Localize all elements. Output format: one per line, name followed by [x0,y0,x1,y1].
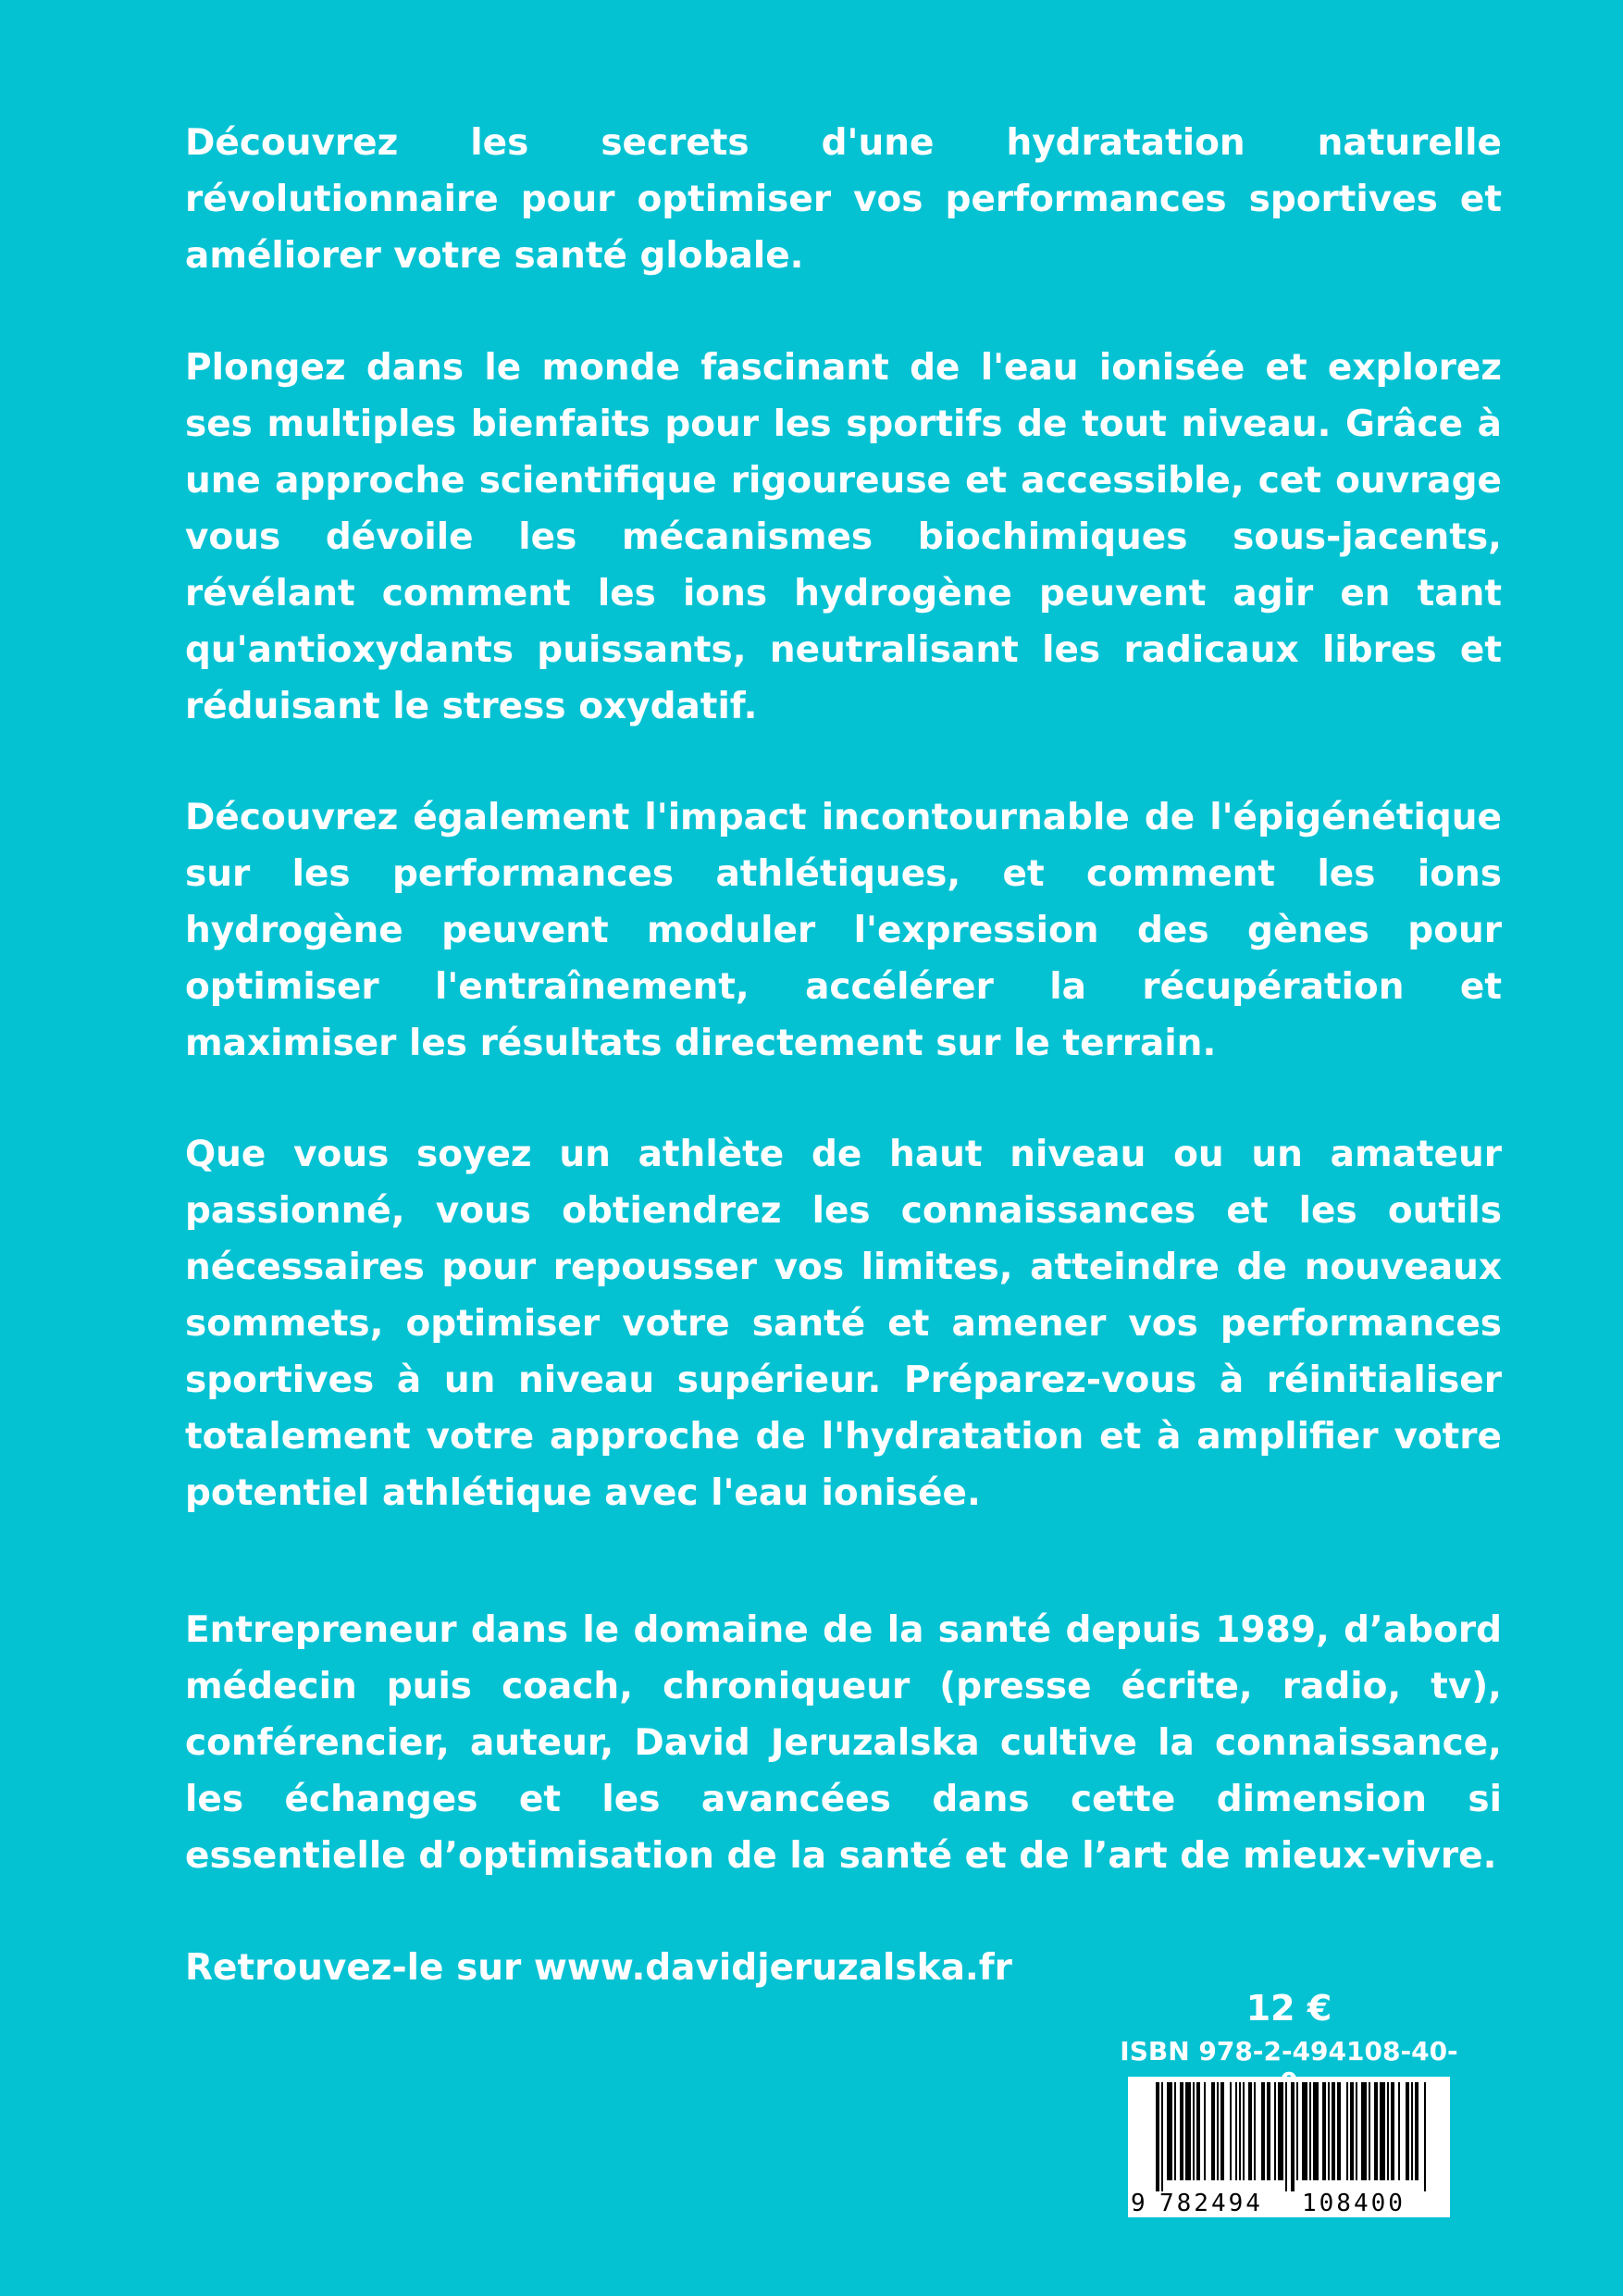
author-bio-paragraph: Entrepreneur dans le domaine de la santé depuis 1989, d’abord médecin puis coach, chroniqueur (presse écrite, radio, tv), conférencier, auteur, David Jeruzalska cultive la connaissance, les échanges et les avancées dans cette dimension si essentielle d’optimisation de la santé et de l’art de mieux-vivre. [185,1609,1502,1877]
barcode-digits-right: 108400 [1302,2190,1406,2217]
isbn-label: ISBN 978-2-494108-40- [1120,2036,1458,2066]
barcode-digits [1128,2190,1450,2217]
intro-paragraph: Découvrez les secrets d'une hydratation naturelle révolutionnaire pour optimiser vos performances sportives et améliorer votre santé globale. [185,122,1502,277]
website-line: Retrouvez-le sur www.davidjeruzalska.fr [185,1947,1012,1989]
epigenetics-paragraph: Découvrez également l'impact incontournable de l'épigénétique sur les performances athlétiques, et comment les ions hydrogène peuvent moduler l'expression des gènes pour optimiser l'entraînement, accélérer la récupération et maximiser les résultats directement sur le terrain. [185,797,1502,1064]
barcode-bars [1128,2077,1450,2191]
ionized-water-paragraph: Plongez dans le monde fascinant de l'eau ionisée et explorez ses multiples bienfaits pour les sportifs de tout niveau. Grâce à une approche scientifique rigoureuse et accessible, cet ouvrage vous dévoile les mécanismes biochimiques sous-jacents, révélant comment les ions hydrogène peuvent agir en tant qu'antioxydants puissants, neutralisant les radicaux libres et réduisant le stress oxydatif. [185,347,1502,727]
barcode [1128,2077,1450,2217]
barcode-digit-first: 9 [1131,2190,1146,2217]
price-label: 12 € [1245,1988,1332,2029]
athlete-paragraph: Que vous soyez un athlète de haut niveau ou un amateur passionné, vous obtiendrez les connaissances et les outils nécessaires pour repousser vos limites, atteindre de nouveaux sommets, optimiser votre santé et amener vos performances sportives à un niveau supérieur. Préparez-vous à réinitialiser totalement votre approche de l'hydratation et à amplifier votre potentiel athlétique avec l'eau ionisée. [185,1134,1502,1514]
barcode-digits-left: 782494 [1159,2190,1263,2217]
